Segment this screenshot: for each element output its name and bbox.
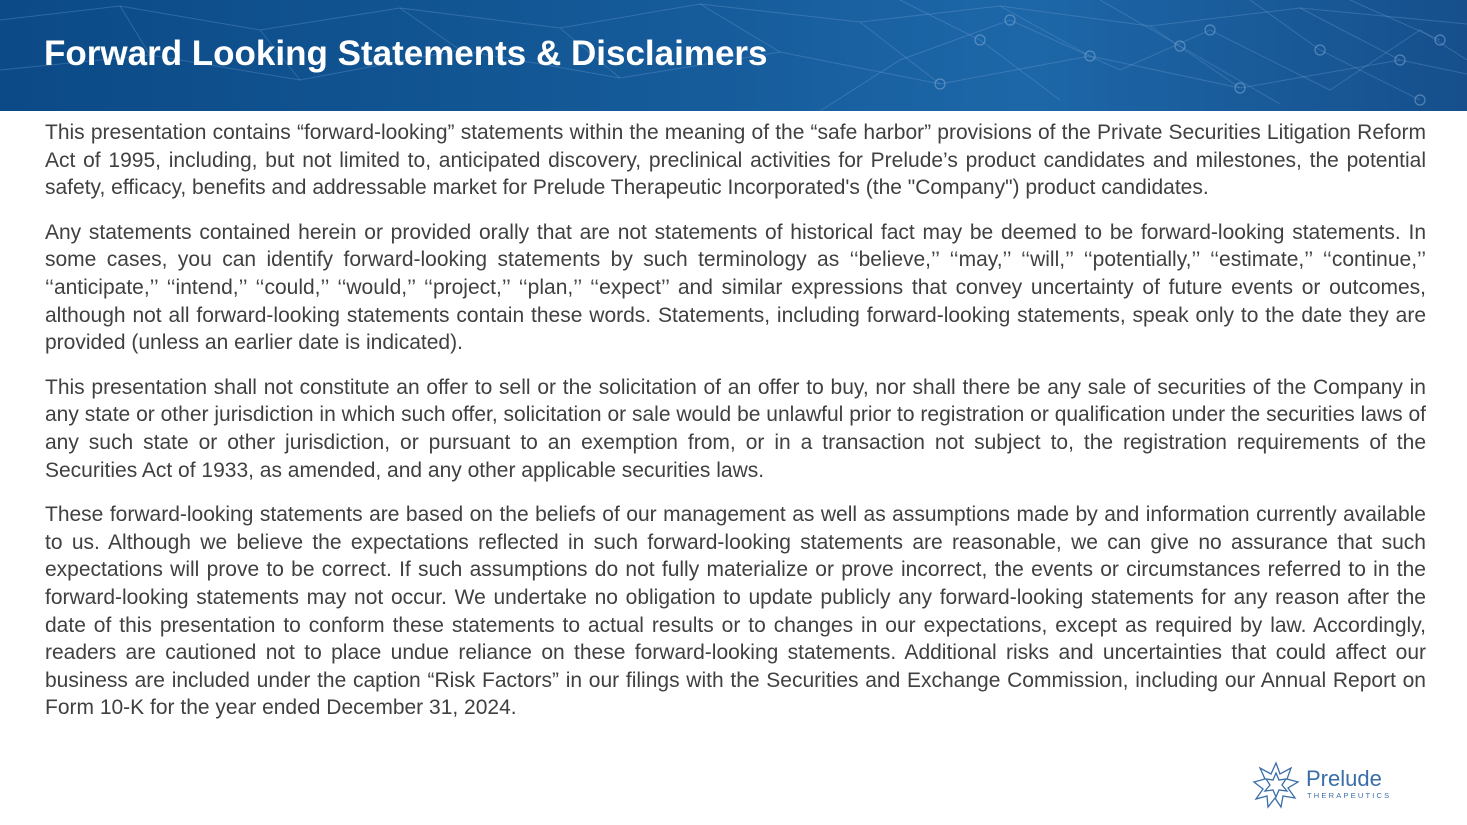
logo-name: Prelude <box>1306 766 1382 791</box>
prelude-burst-icon <box>1251 760 1301 810</box>
disclaimer-body <box>45 119 1426 739</box>
paragraph-forward-looking-terms: Any statements contained herein or provided orally that are not statements of historical fact may be deemed to be forward-looking statements. In some cases, you can identify forward-looking statements by such terminology as ‘‘believe,’’ ‘‘may,’’ ‘‘will,’’ ‘‘potentially,’’ ‘‘estimate,’’ ‘‘continue,’’ ‘‘anticipate,’’ ‘‘intend,’’ ‘‘could,’’ ‘‘would,’’ ‘‘project,’’ ‘‘plan,’’ ‘‘expect’’ and similar expressions that convey uncertainty of future events or outcomes, although not all forward-looking statements contain these words. Statements, including forward-looking statements, speak only to the date they are provided (unless an earlier date is indicated). <box>45 220 1426 355</box>
prelude-logo <box>1251 760 1401 810</box>
page-title: Forward Looking Statements & Disclaimers <box>44 34 768 73</box>
logo-tagline: THERAPEUTICS <box>1307 791 1392 800</box>
paragraph-no-offer: This presentation shall not constitute an offer to sell or the solicitation of an offer to buy, nor shall there be any sale of securities of the Company in any state or other jurisdiction in which such offer, solicitation or sale would be unlawful prior to registration or qualification under the securities laws of any such state or other jurisdiction, or pursuant to an exemption from, or in a transaction not subject to, the registration requirements of the Securities Act of 1933, as amended, and any other applicable securities laws. <box>45 375 1426 482</box>
header-banner <box>0 0 1467 111</box>
paragraph-assumptions: These forward-looking statements are based on the beliefs of our management as well as assumptions made by and information currently available to us. Although we believe the expectations reflected in such forward-looking statements are reasonable, we can give no assurance that such expectations will prove to be correct. If such assumptions do not fully materialize or prove incorrect, the events or circumstances referred to in the forward-looking statements may not occur. We undertake no obligation to update publicly any forward-looking statements for any reason after the date of this presentation to conform these statements to actual results or to changes in our expectations, except as required by law. Accordingly, readers are cautioned not to place undue reliance on these forward-looking statements. Additional risks and uncertainties that could affect our business are included under the caption “Risk Factors” in our filings with the Securities and Exchange Commission, including our Annual Report on Form 10-K for the year ended December 31, 2024. <box>45 503 1426 720</box>
paragraph-safe-harbor: This presentation contains “forward-looking” statements within the meaning of the “safe harbor” provisions of the Private Securities Litigation Reform Act of 1995, including, but not limited to, anticipated discovery, preclinical activities for Prelude’s product candidates and milestones, the potential safety, efficacy, benefits and addressable market for Prelude Therapeutic Incorporated's (the "Company") product candidates. <box>45 121 1426 200</box>
